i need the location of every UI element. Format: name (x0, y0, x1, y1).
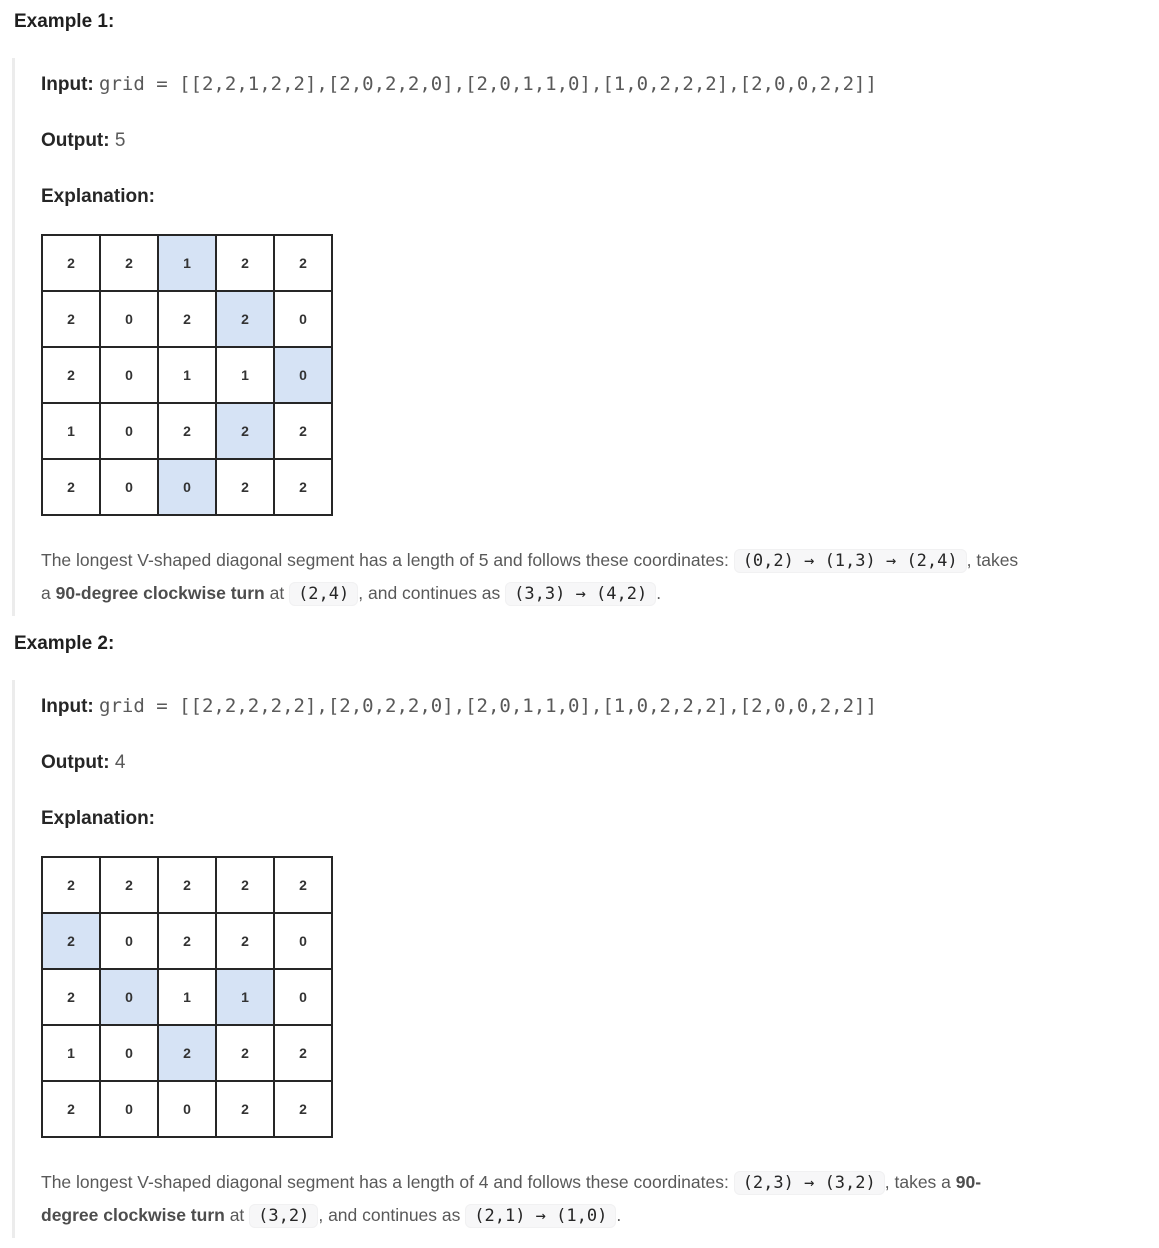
grid-cell: 0 (158, 1081, 216, 1137)
example-heading: Example 2: (14, 633, 115, 654)
grid-cell: 0 (100, 1081, 158, 1137)
grid-cell: 2 (42, 459, 100, 515)
output-line (41, 128, 1159, 154)
inline-code-chip: (3,2) (249, 1204, 318, 1228)
inline-code-chip: (2,4) (289, 582, 358, 606)
explanation-line (41, 806, 1159, 832)
output-value: 4 (114, 752, 126, 773)
grid-cell: 2 (216, 1081, 274, 1137)
input-label: Input: (41, 696, 94, 717)
grid-cell: 2 (274, 857, 332, 913)
grid-cell: 0 (100, 1025, 158, 1081)
grid-cell: 0 (274, 969, 332, 1025)
grid-cell: 2 (42, 291, 100, 347)
example-heading: Example 1: (14, 11, 115, 32)
explanation-text-segment: . (616, 1205, 622, 1225)
grid-table (41, 856, 333, 1138)
grid-cell: 0 (100, 969, 158, 1025)
grid-cell: 2 (216, 291, 274, 347)
grid-cell: 0 (274, 347, 332, 403)
input-line (41, 71, 1159, 98)
grid-cell: 1 (42, 403, 100, 459)
explanation-paragraph (41, 544, 1159, 610)
bold-text: degree clockwise turn (41, 1205, 225, 1225)
output-line (41, 750, 1159, 776)
grid-cell: 2 (216, 403, 274, 459)
explanation-text-segment: , takes (966, 550, 1019, 570)
explanation-text-segment: , and continues as (358, 583, 506, 603)
grid-cell: 0 (100, 403, 158, 459)
grid-cell: 1 (42, 1025, 100, 1081)
grid-cell: 2 (274, 459, 332, 515)
explanation-text-segment: at (224, 1205, 250, 1225)
grid-cell: 2 (42, 1081, 100, 1137)
grid-cell: 2 (274, 1081, 332, 1137)
explanation-text-segment: , and continues as (318, 1205, 466, 1225)
explanation-text-segment: The longest V-shaped diagonal segment has a length of 5 and follows these coordinates: (41, 550, 734, 570)
example-section (14, 10, 1159, 616)
grid-cell: 0 (100, 347, 158, 403)
grid-cell: 2 (274, 403, 332, 459)
grid-cell: 2 (216, 913, 274, 969)
grid-cell: 2 (100, 235, 158, 291)
example-block (12, 58, 1159, 616)
grid-cell: 2 (158, 291, 216, 347)
grid-cell: 0 (158, 459, 216, 515)
grid-cell: 2 (42, 347, 100, 403)
grid-cell: 2 (42, 857, 100, 913)
grid-cell: 2 (100, 857, 158, 913)
inline-code-chip: (3,3) → (4,2) (505, 582, 656, 606)
examples-list (14, 10, 1159, 1238)
inline-code-chip: (2,1) → (1,0) (465, 1204, 616, 1228)
grid-cell: 0 (100, 913, 158, 969)
grid-cell: 2 (158, 913, 216, 969)
grid-cell: 0 (274, 291, 332, 347)
bold-text: 90- (955, 1172, 982, 1192)
grid-cell: 1 (158, 347, 216, 403)
grid-cell: 2 (158, 1025, 216, 1081)
explanation-label: Explanation: (41, 808, 156, 829)
explanation-label: Explanation: (41, 186, 156, 207)
grid-cell: 2 (42, 913, 100, 969)
grid-cell: 2 (42, 969, 100, 1025)
grid-cell: 2 (274, 1025, 332, 1081)
explanation-text-segment: The longest V-shaped diagonal segment has a length of 4 and follows these coordinates: (41, 1172, 734, 1192)
example-section (14, 632, 1159, 1238)
input-line (41, 693, 1159, 720)
input-label: Input: (41, 74, 94, 95)
grid-cell: 0 (100, 291, 158, 347)
grid-cell: 2 (216, 857, 274, 913)
input-value-code: grid = [[2,2,1,2,2],[2,0,2,2,0],[2,0,1,1,0],[1,0,2,2,2],[2,0,0,2,2]] (99, 73, 877, 95)
explanation-text-segment: , takes a (884, 1172, 956, 1192)
grid-cell: 2 (42, 235, 100, 291)
grid-cell: 2 (216, 459, 274, 515)
grid-cell: 1 (216, 969, 274, 1025)
inline-code-chip: (0,2) → (1,3) → (2,4) (734, 549, 967, 573)
explanation-line (41, 184, 1159, 210)
grid-cell: 1 (216, 347, 274, 403)
grid-cell: 2 (158, 857, 216, 913)
grid-cell: 0 (274, 913, 332, 969)
grid-cell: 2 (158, 403, 216, 459)
grid-cell: 1 (158, 235, 216, 291)
grid-cell: 2 (274, 235, 332, 291)
grid-cell: 2 (216, 235, 274, 291)
example-block (12, 680, 1159, 1238)
explanation-text-segment: at (264, 583, 290, 603)
output-label: Output: (41, 130, 110, 151)
output-label: Output: (41, 752, 110, 773)
grid-cell: 1 (158, 969, 216, 1025)
input-value-code: grid = [[2,2,2,2,2],[2,0,2,2,0],[2,0,1,1,0],[1,0,2,2,2],[2,0,0,2,2]] (99, 695, 877, 717)
bold-text: 90-degree clockwise turn (55, 583, 265, 603)
grid-table (41, 234, 333, 516)
output-value: 5 (114, 130, 126, 151)
grid-cell: 2 (216, 1025, 274, 1081)
explanation-paragraph (41, 1166, 1159, 1232)
explanation-text-segment: . (656, 583, 662, 603)
inline-code-chip: (2,3) → (3,2) (734, 1171, 885, 1195)
grid-cell: 0 (100, 459, 158, 515)
explanation-text-segment: a (41, 583, 56, 603)
